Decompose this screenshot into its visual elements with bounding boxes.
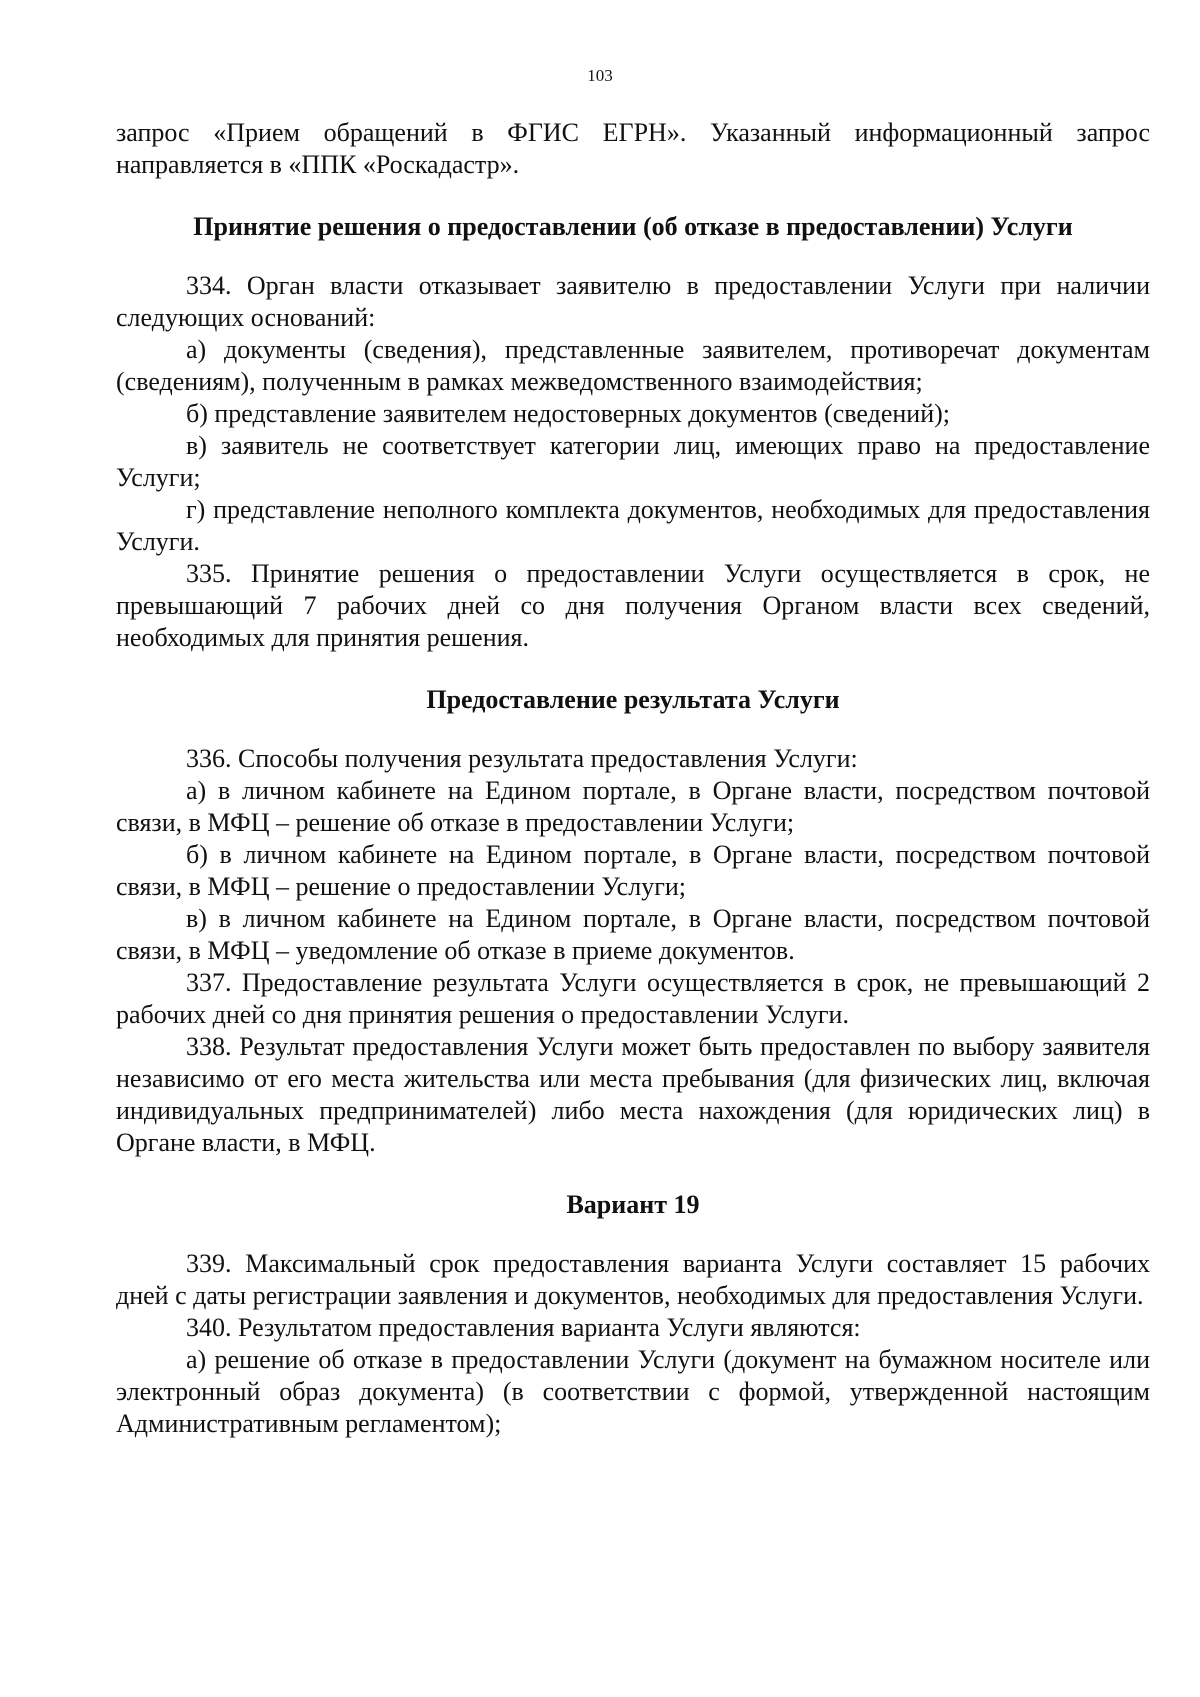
paragraph-336-a: а) в личном кабинете на Едином портале, в Органе власти, посредством почтовой связи, в МФЦ – решение об отказе в предоставлении Услуги; — [116, 776, 1150, 837]
paragraph-336-b: б) в личном кабинете на Едином портале, в Органе власти, посредством почтовой связи, в МФЦ – решение о предоставлении Услуги; — [116, 840, 1150, 901]
paragraph-338: 338. Результат предоставления Услуги может быть предоставлен по выбору заявителя независимо от его места жительства или места пребывания (для физических лиц, включая индивидуальных предпринимателей) либо места нахождения (для юридических лиц) в Органе власти, в МФЦ. — [116, 1032, 1150, 1157]
paragraph-334-d: г) представление неполного комплекта документов, необходимых для предоставления Услуги. — [116, 495, 1150, 556]
paragraph-334-c: в) заявитель не соответствует категории лиц, имеющих право на предоставление Услуги; — [116, 431, 1150, 492]
section-heading-variant-19: Вариант 19 — [566, 1190, 700, 1219]
page-number: 103 — [587, 66, 613, 85]
section-heading-decision: Принятие решения о предоставлении (об отказе в предоставлении) Услуги — [193, 212, 1073, 241]
document-body — [116, 117, 1150, 1440]
paragraph-337: 337. Предоставление результата Услуги осуществляется в срок, не превышающий 2 рабочих дней со дня принятия решения о предоставлении Услуги. — [116, 968, 1150, 1029]
paragraph-334: 334. Орган власти отказывает заявителю в предоставлении Услуги при наличии следующих оснований: — [116, 271, 1150, 332]
paragraph-340-a: а) решение об отказе в предоставлении Услуги (документ на бумажном носителе или электронный образ документа) (в соответствии с формой, утвержденной настоящим Административным регламентом); — [116, 1345, 1150, 1438]
paragraph-intro: запрос «Прием обращений в ФГИС ЕГРН». Указанный информационный запрос направляется в «ППК «Роскадастр». — [116, 118, 1150, 179]
paragraph-339: 339. Максимальный срок предоставления варианта Услуги составляет 15 рабочих дней с даты регистрации заявления и документов, необходимых для предоставления Услуги. — [116, 1249, 1150, 1310]
section-heading-result: Предоставление результата Услуги — [426, 685, 840, 714]
paragraph-334-b: б) представление заявителем недостоверных документов (сведений); — [186, 399, 950, 428]
paragraph-336-c: в) в личном кабинете на Едином портале, в Органе власти, посредством почтовой связи, в МФЦ – уведомление об отказе в приеме документов. — [116, 904, 1150, 965]
paragraph-336: 336. Способы получения результата предоставления Услуги: — [186, 744, 858, 773]
paragraph-334-a: а) документы (сведения), представленные заявителем, противоречат документам (сведениям), полученным в рамках межведомственного взаимодействия; — [116, 335, 1150, 396]
paragraph-335: 335. Принятие решения о предоставлении Услуги осуществляется в срок, не превышающий 7 рабочих дней со дня получения Органом власти всех сведений, необходимых для принятия решения. — [116, 559, 1150, 652]
paragraph-340: 340. Результатом предоставления варианта Услуги являются: — [186, 1313, 861, 1342]
